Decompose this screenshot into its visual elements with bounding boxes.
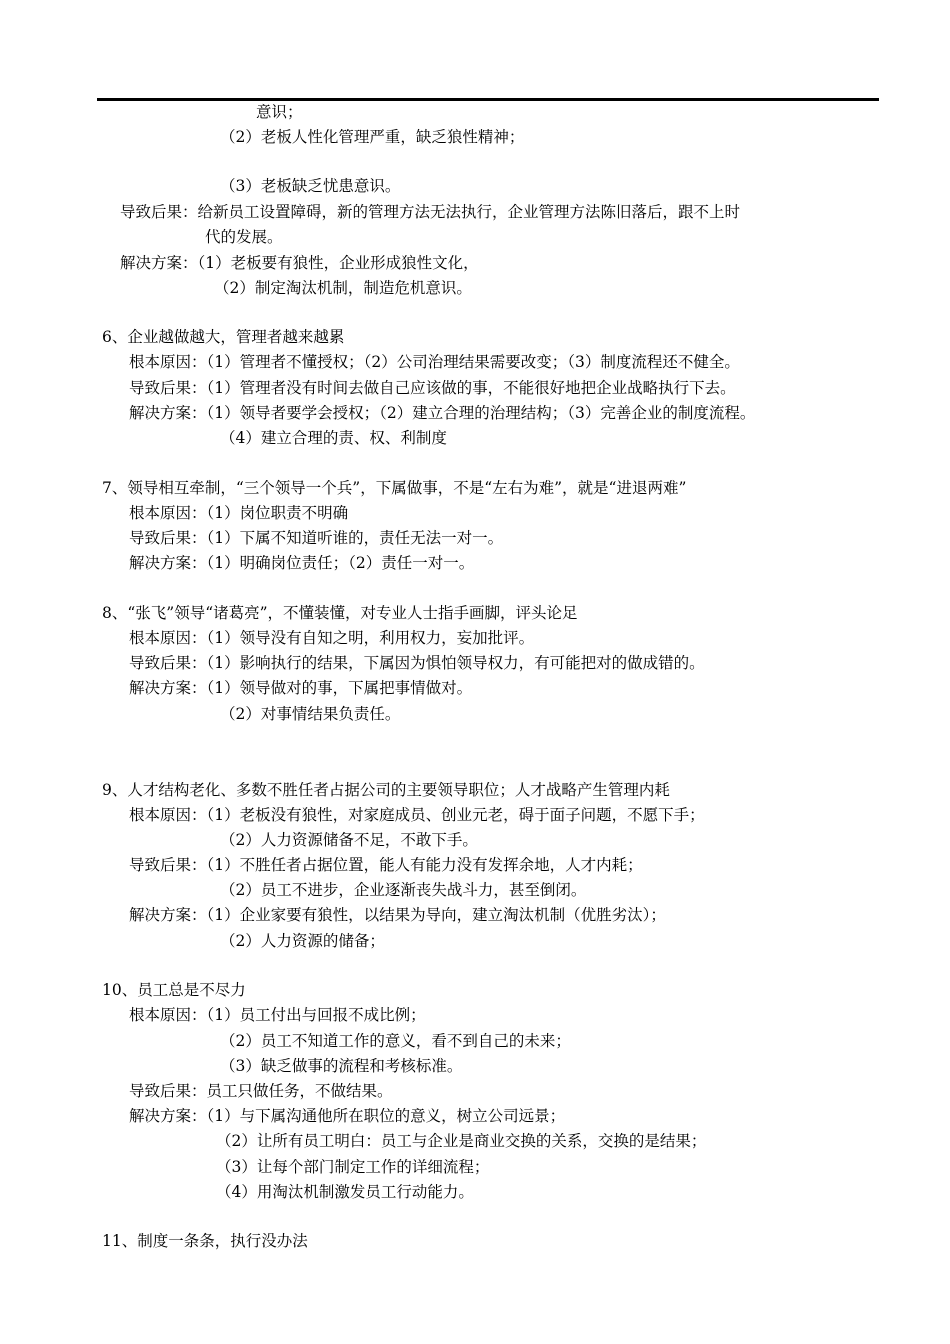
- text-line: 导致后果：给新员工设置障碍，新的管理方法无法执行，企业管理方法陈旧落后，跟不上时: [120, 203, 741, 221]
- text-line: （4）建立合理的责、权、利制度: [220, 429, 447, 447]
- text-line: 解决方案：（1）企业家要有狼性，以结果为导向，建立淘汰机制（优胜劣汰）；: [129, 906, 666, 924]
- text-line: （3）老板缺乏忧患意识。: [220, 177, 401, 195]
- text-line: （2）老板人性化管理严重，缺乏狼性精神；: [220, 128, 525, 146]
- text-line: 导致后果：员工只做任务，不做结果。: [129, 1082, 393, 1100]
- section-heading: 9、人才结构老化、多数不胜任者占据公司的主要领导职位；人才战略产生管理内耗: [102, 781, 670, 799]
- text-line: 根本原因：（1）领导没有自知之明，利用权力，妄加批评。: [129, 629, 535, 647]
- text-line: （2）员工不知道工作的意义，看不到自己的未来；: [220, 1032, 571, 1050]
- text-line: 根本原因：（1）老板没有狼性，对家庭成员、创业元老，碍于面子问题，不愿下手；: [129, 806, 705, 824]
- header-rule: [97, 98, 879, 101]
- text-line: 根本原因：（1）管理者不懂授权；（2）公司治理结果需要改变；（3）制度流程还不健全。: [129, 353, 740, 371]
- text-line: （2）让所有员工明白：员工与企业是商业交换的关系，交换的是结果；: [216, 1132, 707, 1150]
- text-line: 根本原因：（1）岗位职责不明确: [129, 504, 349, 522]
- section-heading: 11、制度一条条，执行没办法: [102, 1232, 308, 1250]
- section-heading: 8、“张飞”领导“诸葛亮”，不懂装懂，对专业人士指手画脚，评头论足: [102, 604, 578, 622]
- text-line: 解决方案：（1）老板要有狼性，企业形成狼性文化，: [120, 254, 479, 272]
- text-line: 意识；: [256, 103, 303, 121]
- text-line: （3）让每个部门制定工作的详细流程；: [216, 1158, 490, 1176]
- text-line: 导致后果：（1）不胜任者占据位置，能人有能力没有发挥余地，人才内耗；: [129, 856, 643, 874]
- text-line: 解决方案：（1）领导做对的事，下属把事情做对。: [129, 679, 473, 697]
- section-heading: 7、领导相互牵制，“三个领导一个兵”，下属做事，不是“左右为难”，就是“进退两难”: [102, 479, 687, 497]
- text-line: （3）缺乏做事的流程和考核标准。: [220, 1057, 463, 1075]
- text-line: 代的发展。: [205, 228, 283, 246]
- text-line: （4）用淘汰机制激发员工行动能力。: [216, 1183, 474, 1201]
- text-line: 根本原因：（1）员工付出与回报不成比例；: [129, 1006, 426, 1024]
- text-line: 导致后果：（1）影响执行的结果，下属因为惧怕领导权力，有可能把对的做成错的。: [129, 654, 705, 672]
- text-line: （2）人力资源的储备；: [220, 932, 385, 950]
- text-line: （2）人力资源储备不足，不敢下手。: [220, 831, 478, 849]
- section-heading: 10、员工总是不尽力: [102, 981, 246, 999]
- text-line: 解决方案：（1）明确岗位责任；（2）责任一对一。: [129, 554, 475, 572]
- text-line: 导致后果：（1）管理者没有时间去做自己应该做的事，不能很好地把企业战略执行下去。: [129, 379, 736, 397]
- text-line: 导致后果：（1）下属不知道听谁的，责任无法一对一。: [129, 529, 504, 547]
- text-line: （2）员工不进步，企业逐渐丧失战斗力，甚至倒闭。: [220, 881, 587, 899]
- section-heading: 6、企业越做越大，管理者越来越累: [102, 328, 345, 346]
- text-line: 解决方案：（1）与下属沟通他所在职位的意义，树立公司远景；: [129, 1107, 566, 1125]
- text-line: （2）制定淘汰机制，制造危机意识。: [214, 279, 472, 297]
- text-line: 解决方案：（1）领导者要学会授权；（2）建立合理的治理结构；（3）完善企业的制度流程。: [129, 404, 756, 422]
- text-line: （2）对事情结果负责任。: [220, 705, 401, 723]
